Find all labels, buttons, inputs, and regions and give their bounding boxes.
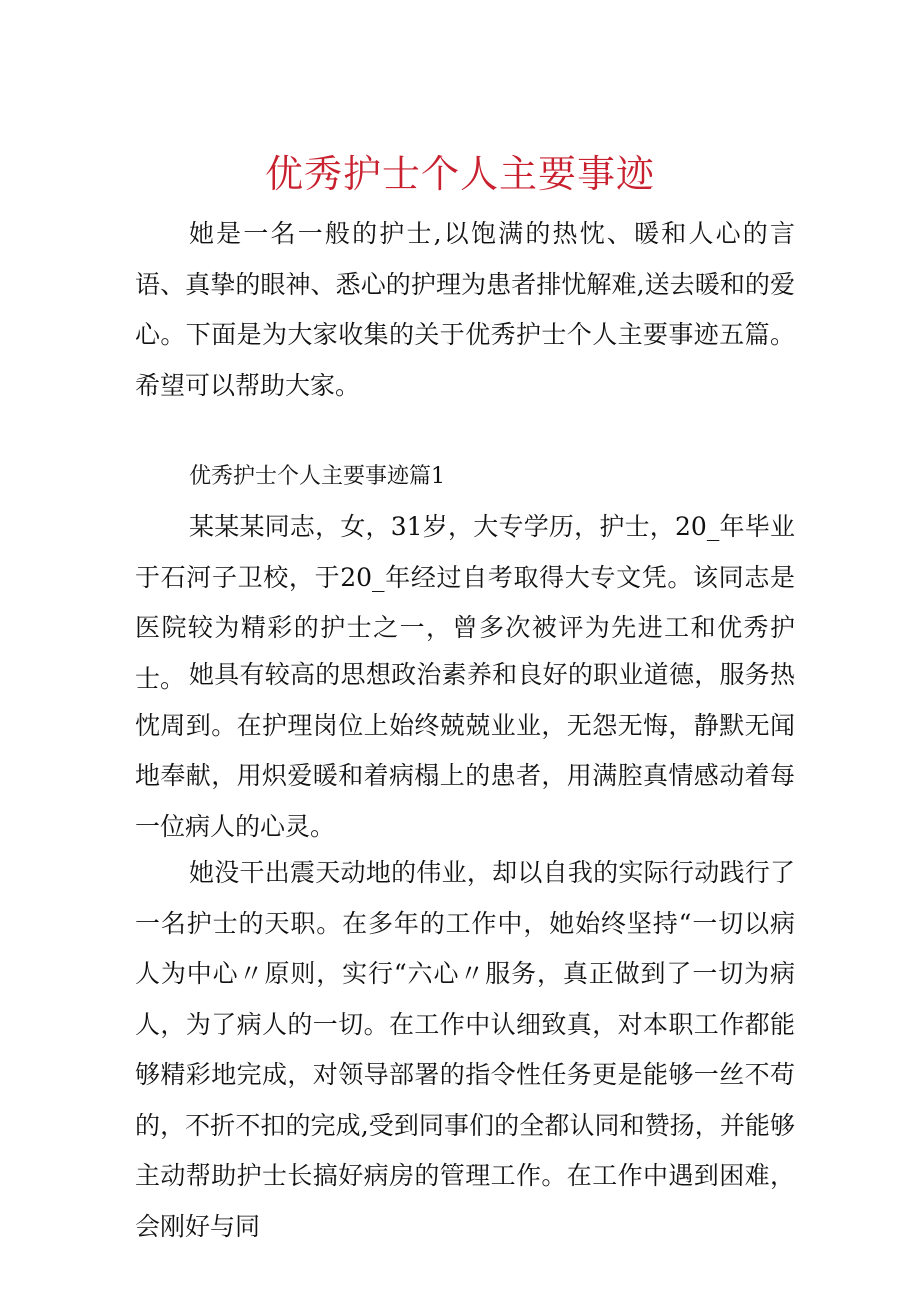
body-paragraph: 她具有较高的思想政治素养和良好的职业道德，服务热忱周到。在护理岗位上始终兢兢业业，无怨无悔，静默无闻地奉献，用炽爱暖和着病榻上的患者，用满腔真情感动着每一位病人的心灵。: [135, 660, 795, 841]
body-paragraph: 某某某同志，女，31岁，大专学历，护士，20_年毕业于石河子卫校，于20_年经过自考取得大专文凭。该同志是医院较为精彩的护士之一，曾多次被评为先进工和优秀护士。: [135, 512, 795, 693]
section-heading: 优秀护士个人主要事迹篇1: [189, 464, 445, 489]
page-title: 优秀护士个人主要事迹: [264, 152, 655, 196]
body-paragraph: 她没干出震天动地的伟业，却以自我的实际行动践行了一名护士的天职。在多年的工作中，她始终坚持“一切以病人为中心〃原则，实行“六心〃服务，真正做到了一切为病人，为了病人的一切。在工作中认细致真，对本职工作都能够精彩地完成，对领导部署的指令性任务更是能够一丝不苟的，不折不扣的完成,受到同事们的全都认同和赞扬，并能够主动帮助护士长搞好病房的管理工作。在工作中遇到困难，会刚好与同: [135, 858, 795, 1241]
intro-paragraph: 她是一名一般的护士,以饱满的热忱、暖和人心的言语、真挚的眼神、悉心的护理为患者排忧解难,送去暖和的爱心。下面是为大家收集的关于优秀护士个人主要事迹五篇。希望可以帮助大家。: [135, 219, 795, 400]
